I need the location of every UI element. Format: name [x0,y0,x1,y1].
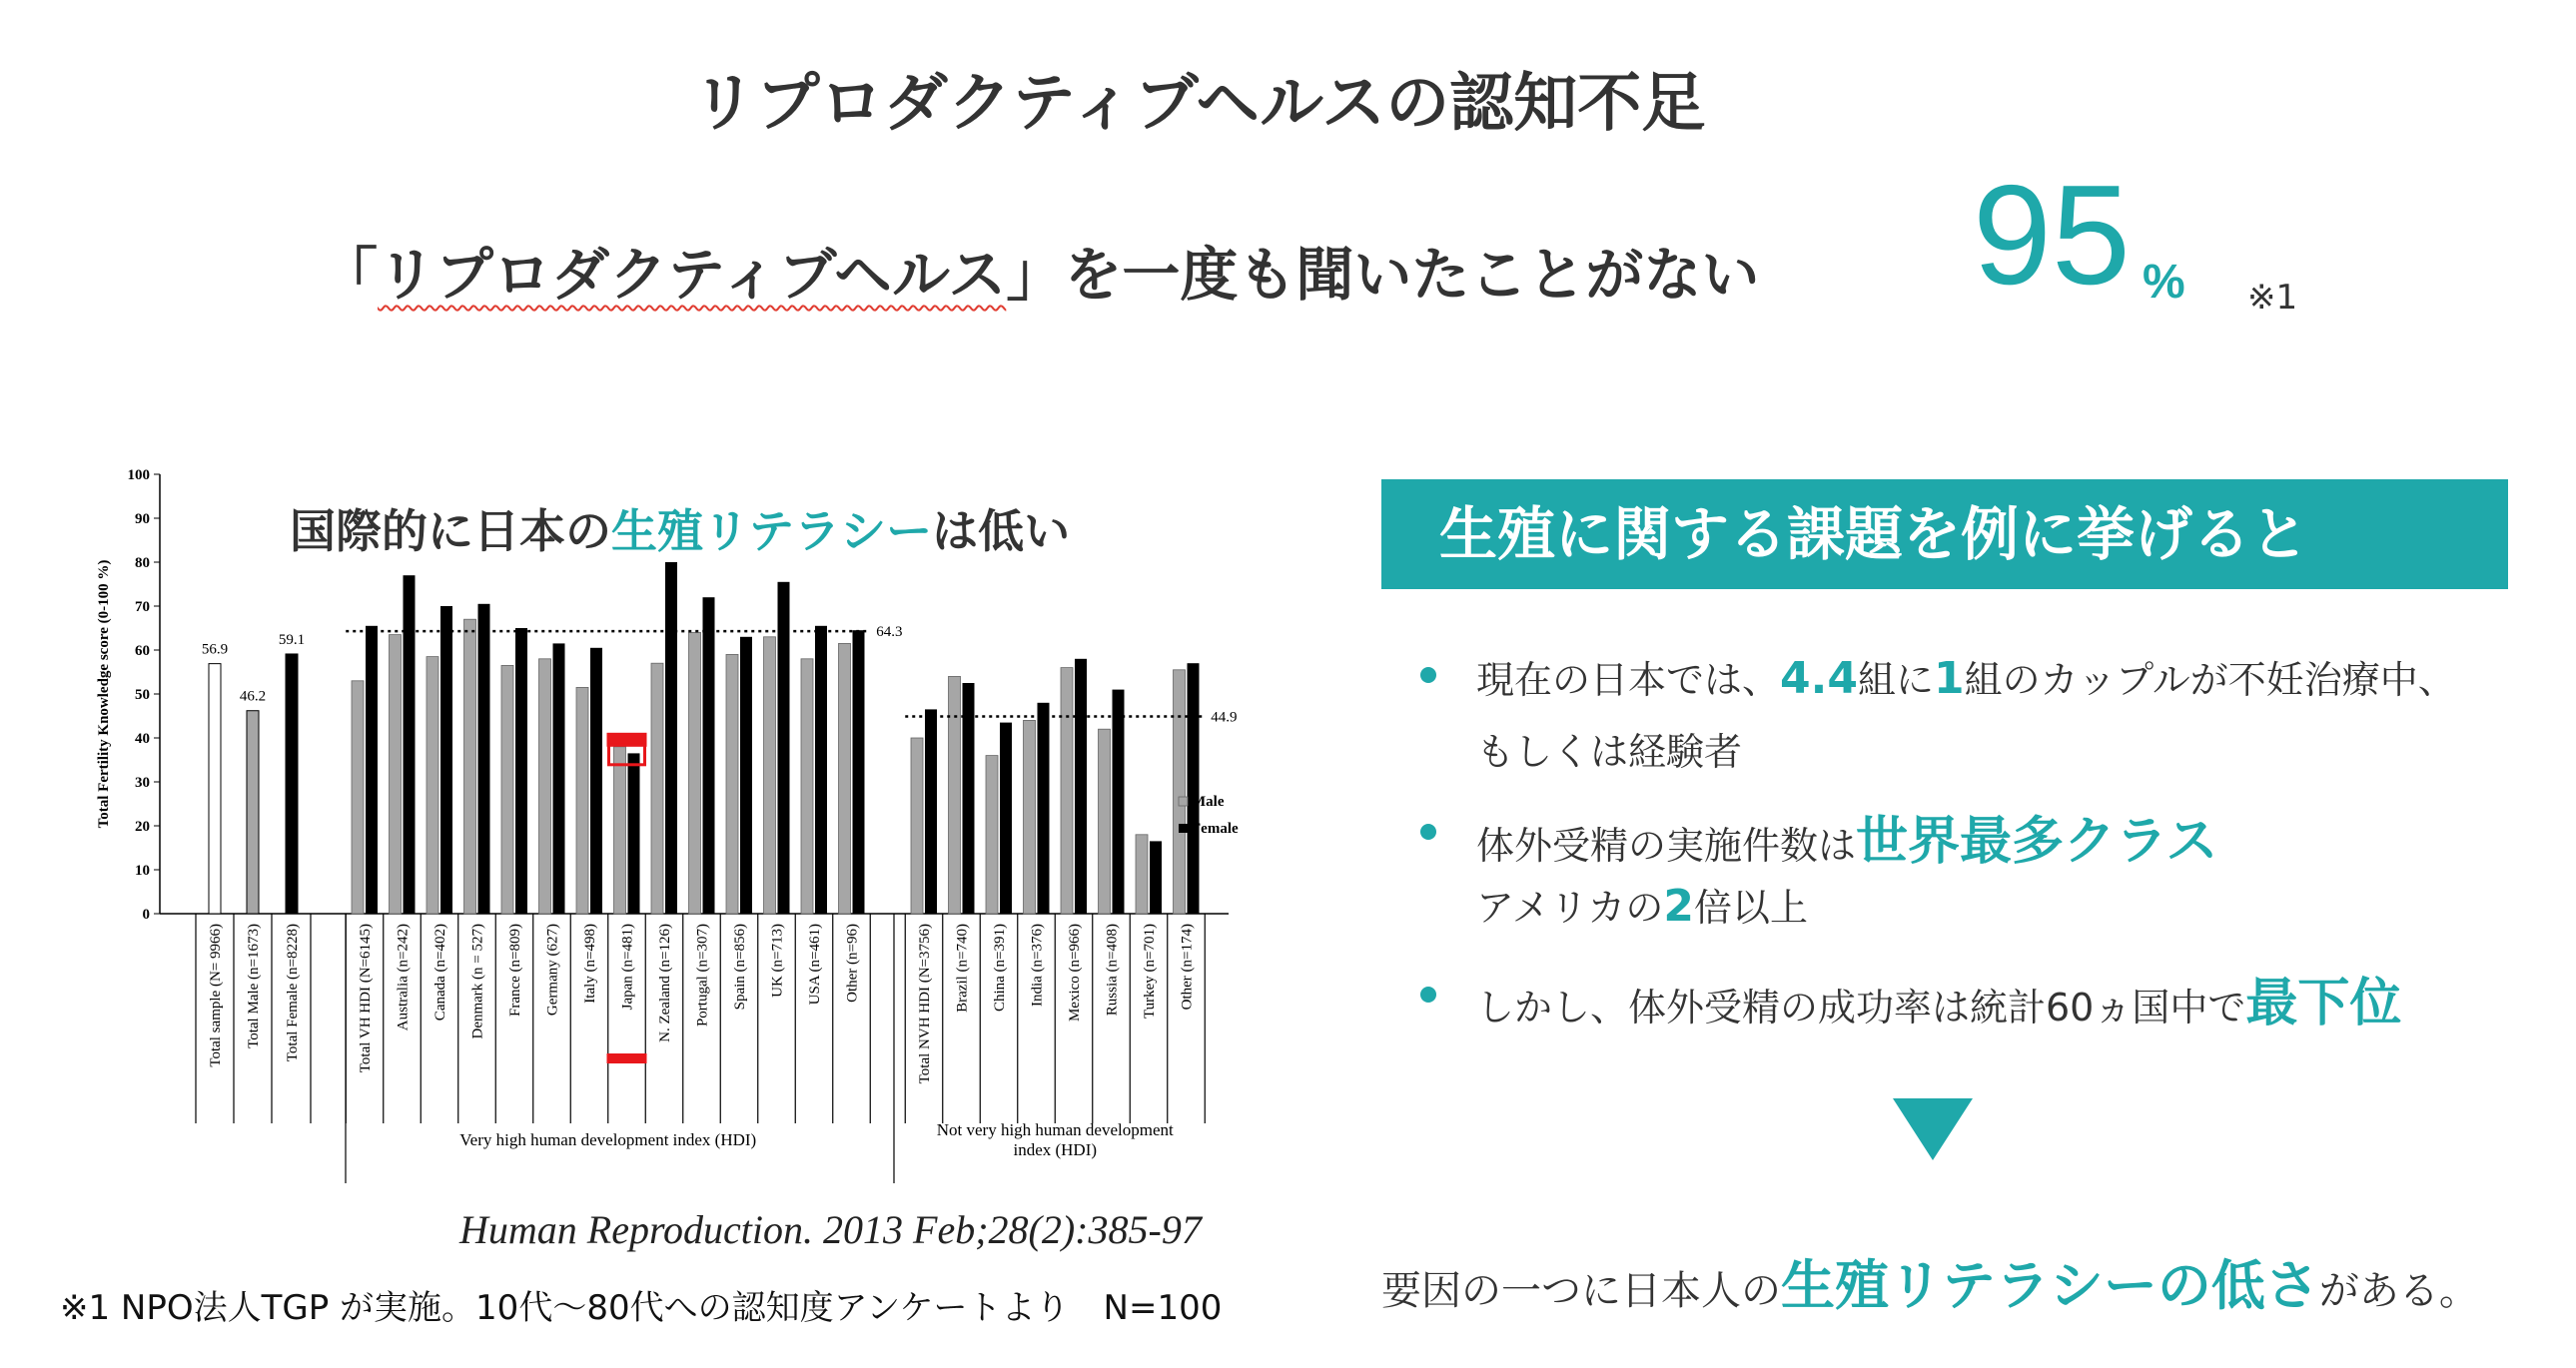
y-tick-label: 50 [135,687,150,703]
bullet-2-highlight: 世界最多クラス [1856,812,2218,872]
bar-male [1061,668,1073,914]
bar-male [1024,720,1036,914]
y-tick-label: 70 [135,599,150,615]
bullet-2-text-a: 体外受精の実施件数は [1476,824,1857,868]
chart-title-prefix: 国際的に日本の [290,504,611,558]
x-tick-label: Other (n=174) [1179,924,1196,1011]
x-tick-label: Total sample (N= 9966) [208,924,224,1067]
fertility-knowledge-chart [60,459,1239,1198]
x-tick-label: Denmark (n = 527) [469,924,486,1039]
bar-male [801,659,813,914]
x-tick-label: Brazil (n=740) [954,924,971,1013]
bar-male [726,654,738,914]
y-tick-label: 10 [135,863,150,879]
bullet-1-number-b: 1 [1933,653,1965,704]
bar-total [286,654,298,914]
bar-male [1099,729,1111,914]
stat-unit: % [2143,256,2185,309]
chart-title [290,495,1070,561]
bullet-1-text-b: 組に [1857,658,1934,702]
down-arrow-icon [1893,1098,1973,1160]
bar-value-label: 46.2 [239,688,267,705]
bar-value-label: 56.9 [201,641,229,658]
bar-value-label: 59.1 [278,631,306,648]
bullet-2-line-2 [1476,877,1808,932]
bullet-1-text-c: 組のカップルが不妊治療中、 [1964,658,2456,702]
legend-swatch-male [1179,797,1188,806]
bar-female [1188,663,1200,914]
y-tick-label: 100 [127,467,150,483]
reference-line-label: 44.9 [1211,709,1238,726]
y-tick-label: 30 [135,775,150,791]
x-tick-label: Spain (n=856) [732,924,748,1011]
bar-female [478,604,490,914]
headline-keyword: リプロダクティブヘルス [378,241,1007,309]
bar-female [515,628,527,914]
x-tick-label: India (n=376) [1029,924,1046,1008]
bullet-3-text: しかし、体外受精の成功率は統計60ヵ国中で [1476,986,2246,1029]
bar-male [764,637,776,914]
headline [320,228,1759,312]
bar-female [665,562,677,914]
chart-title-suffix: は低い [932,504,1071,558]
bar-female [404,575,416,914]
bullet-1-line-2: もしくは経験者 [1476,730,1743,774]
conclusion [1381,1243,2479,1320]
bar-female [1113,690,1125,914]
bullet-3-line-1 [1476,961,2401,1035]
bar-male [614,747,626,914]
x-tick-label: Turkey (n=701) [1142,924,1158,1019]
footnote: ※1 NPO法人TGP が実施。10代～80代への認知度アンケートより N=100 [60,1288,1223,1328]
bullet-dot [1420,824,1436,840]
conclusion-prefix: 要因の一つに日本人の [1381,1268,1781,1314]
bar-female [925,709,937,914]
chart-title-highlight: 生殖リテラシー [611,504,933,558]
group-label: Not very high human development index (HDI) [936,1120,1174,1159]
bar-total [209,664,221,914]
bar-male [539,659,551,914]
x-tick-label: Total Male (n=1673) [246,924,262,1048]
x-tick-label: Australia (n=242) [395,924,412,1031]
bullet-1-text-a: 現在の日本では、 [1476,658,1781,702]
x-tick-label: Portugal (n=307) [694,924,711,1027]
bar-male [1136,835,1148,914]
stat-note: ※1 [2247,278,2298,318]
bar-female [590,648,602,914]
bullet-2-number: 2 [1663,881,1694,932]
bar-female [628,753,640,914]
bar-male [390,635,402,914]
x-tick-label: France (n=809) [507,924,523,1018]
bullet-dot [1420,987,1436,1003]
y-tick-label: 40 [135,731,150,747]
bar-female [440,606,452,914]
bar-male [427,657,438,914]
x-tick-label: Germany (627) [544,924,561,1017]
bullet-2-line-1 [1476,799,2217,874]
bar-male [689,632,701,914]
bar-female [1038,703,1050,914]
legend-label-male: Male [1192,794,1225,810]
conclusion-suffix: がある。 [2318,1268,2479,1314]
bar-male [576,687,588,914]
headline-open-bracket: 「 [320,241,379,309]
bar-female [1150,841,1162,914]
bar-male [986,756,998,914]
bar-female [703,597,715,914]
stat-value: 95 [1973,156,2131,315]
bar-male [839,643,851,914]
bullet-2-text-b: アメリカの [1476,886,1664,930]
y-tick-label: 60 [135,643,150,659]
y-tick-label: 0 [142,907,150,923]
bar-male [464,619,476,914]
bullet-1-number-a: 4.4 [1780,653,1858,704]
x-tick-label: Japan (n=481) [619,924,636,1011]
bar-male [911,738,923,914]
bar-female [1075,659,1087,914]
x-tick-label: Total NVH HDI (N=3756) [917,924,933,1084]
x-tick-label: China (n=391) [992,924,1008,1013]
reference-line-label: 64.3 [876,624,903,641]
bar-male [352,681,364,914]
headline-rest: 」を一度も聞いたことがない [1006,241,1760,309]
legend-swatch-female [1179,824,1188,833]
bar-male [949,676,961,914]
bar-female [553,643,565,914]
bar-female [1000,723,1012,914]
bar-female [740,637,752,914]
bar-female [366,626,378,914]
y-tick-label: 90 [135,511,150,527]
bullet-3-highlight: 最下位 [2245,974,2402,1033]
legend-label-female: Female [1192,821,1239,837]
bar-female [853,630,865,914]
bar-male [1174,670,1186,914]
bar-female [815,626,827,914]
bullet-1-line-1 [1476,649,2456,704]
x-tick-label: Other (n=96) [844,924,861,1003]
x-tick-label: Russia (n=408) [1104,924,1121,1017]
x-tick-label: Mexico (n=966) [1067,924,1083,1023]
issues-banner: 生殖に関する課題を例に挙げると [1381,479,2508,589]
x-tick-label: Total VH HDI (N=6145) [358,924,374,1073]
y-tick-label: 20 [135,819,150,835]
x-tick-label: N. Zealand (n=126) [657,924,673,1042]
page-title: リプロダクティブヘルスの認知不足 [691,67,1706,141]
x-tick-label: Canada (n=402) [432,924,448,1022]
x-tick-label: Total Female (n=8228) [285,924,301,1062]
x-tick-label: USA (n=461) [807,924,823,1006]
bar-total [247,711,259,914]
bar-male [651,663,663,914]
group-label: Very high human development index (HDI) [459,1130,757,1149]
x-tick-label: UK (n=713) [769,924,786,998]
bullet-dot [1420,667,1436,683]
citation: Human Reproduction. 2013 Feb;28(2):385-97 [459,1207,1202,1252]
x-tick-label: Italy (n=498) [582,924,598,1004]
conclusion-highlight: 生殖リテラシーの低さ [1781,1254,2319,1317]
y-tick-label: 80 [135,555,150,571]
bullet-2-text-c: 倍以上 [1693,886,1808,930]
japan-highlight-bottom [607,1053,647,1063]
y-axis-label: Total Fertility Knowledge score (0-100 %) [96,559,112,829]
bar-male [501,665,513,914]
